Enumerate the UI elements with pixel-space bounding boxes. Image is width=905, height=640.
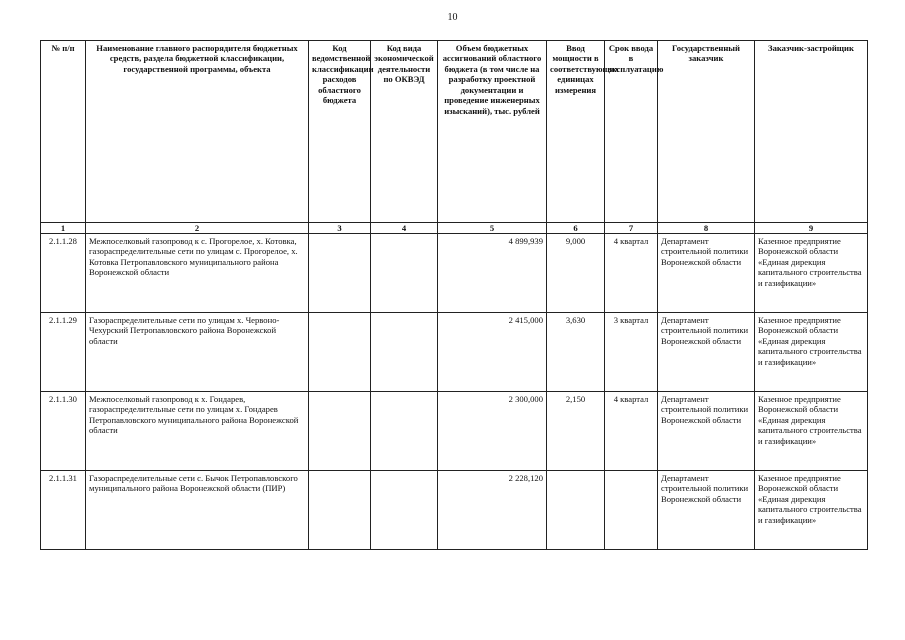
row-num: 2.1.1.31 bbox=[41, 471, 86, 550]
row-amount: 2 415,000 bbox=[438, 313, 547, 392]
column-number: 2 bbox=[86, 223, 309, 234]
row-code-vk bbox=[309, 392, 371, 471]
row-object-name: Газораспределительные сети по улицам х. Червоно-Чехурский Петропавловского района Воронежской области bbox=[86, 313, 309, 392]
row-object-name: Межпоселковый газопровод к с. Прогорелое, х. Котовка, газораспределительные сети по улицам с. Прогорелое, х. Котовка Петропавловского муниципального района Воронежской области bbox=[86, 234, 309, 313]
row-customer: Департамент строительной политики Воронежской области bbox=[658, 234, 755, 313]
header-code-okved: Код вида экономической деятельности по ОКВЭД bbox=[371, 41, 438, 223]
row-num: 2.1.1.28 bbox=[41, 234, 86, 313]
column-number: 9 bbox=[755, 223, 868, 234]
table-row bbox=[41, 234, 868, 313]
row-code-vk bbox=[309, 234, 371, 313]
page-number: 10 bbox=[447, 12, 458, 23]
row-code-okved bbox=[371, 313, 438, 392]
row-customer: Департамент строительной политики Воронежской области bbox=[658, 392, 755, 471]
row-term: 3 квартал bbox=[605, 313, 658, 392]
row-developer: Казенное предприятие Воронежской области «Единая дирекция капитального строительства и газификации» bbox=[755, 471, 868, 550]
row-code-okved bbox=[371, 234, 438, 313]
header-term: Срок ввода в эксплуатацию bbox=[605, 41, 658, 223]
row-code-okved bbox=[371, 471, 438, 550]
row-term: 4 квартал bbox=[605, 392, 658, 471]
header-customer: Государственный заказчик bbox=[658, 41, 755, 223]
row-power: 3,630 bbox=[547, 313, 605, 392]
row-amount: 2 300,000 bbox=[438, 392, 547, 471]
row-developer: Казенное предприятие Воронежской области «Единая дирекция капитального строительства и газификации» bbox=[755, 234, 868, 313]
row-developer: Казенное предприятие Воронежской области «Единая дирекция капитального строительства и газификации» bbox=[755, 392, 868, 471]
header-row bbox=[41, 41, 868, 223]
column-number: 8 bbox=[658, 223, 755, 234]
header-name: Наименование главного распорядителя бюджетных средств, раздела бюджетной классификации, государственной программы, объекта bbox=[86, 41, 309, 223]
row-object-name: Газораспределительные сети с. Бычок Петропавловского муниципального района Воронежской области (ПИР) bbox=[86, 471, 309, 550]
row-power: 9,000 bbox=[547, 234, 605, 313]
column-number: 7 bbox=[605, 223, 658, 234]
row-num: 2.1.1.29 bbox=[41, 313, 86, 392]
row-term: 4 квартал bbox=[605, 234, 658, 313]
row-customer: Департамент строительной политики Воронежской области bbox=[658, 313, 755, 392]
row-amount: 2 228,120 bbox=[438, 471, 547, 550]
row-power bbox=[547, 471, 605, 550]
investment-objects-table bbox=[40, 40, 868, 550]
column-number: 5 bbox=[438, 223, 547, 234]
row-developer: Казенное предприятие Воронежской области «Единая дирекция капитального строительства и газификации» bbox=[755, 313, 868, 392]
row-customer: Департамент строительной политики Воронежской области bbox=[658, 471, 755, 550]
row-object-name: Межпоселковый газопровод к х. Гондарев, газораспределительные сети по улицам х. Гондарев Петропавловского муниципального района Воронежской области bbox=[86, 392, 309, 471]
row-amount: 4 899,939 bbox=[438, 234, 547, 313]
row-term bbox=[605, 471, 658, 550]
table-row bbox=[41, 392, 868, 471]
header-num: № п/п bbox=[41, 41, 86, 223]
column-number: 4 bbox=[371, 223, 438, 234]
column-number-row bbox=[41, 223, 868, 234]
table-row bbox=[41, 471, 868, 550]
header-power: Ввод мощности в соответствующих единицах измерения bbox=[547, 41, 605, 223]
row-code-vk bbox=[309, 471, 371, 550]
row-power: 2,150 bbox=[547, 392, 605, 471]
column-number: 6 bbox=[547, 223, 605, 234]
row-num: 2.1.1.30 bbox=[41, 392, 86, 471]
column-number: 3 bbox=[309, 223, 371, 234]
header-developer: Заказчик-застройщик bbox=[755, 41, 868, 223]
header-code-vk: Код ведомственной классификации расходов областного бюджета bbox=[309, 41, 371, 223]
row-code-vk bbox=[309, 313, 371, 392]
column-number: 1 bbox=[41, 223, 86, 234]
table-row bbox=[41, 313, 868, 392]
header-amount: Объем бюджетных ассигнований областного бюджета (в том числе на разработку проектной документации и проведение инженерных изысканий), тыс. рублей bbox=[438, 41, 547, 223]
row-code-okved bbox=[371, 392, 438, 471]
